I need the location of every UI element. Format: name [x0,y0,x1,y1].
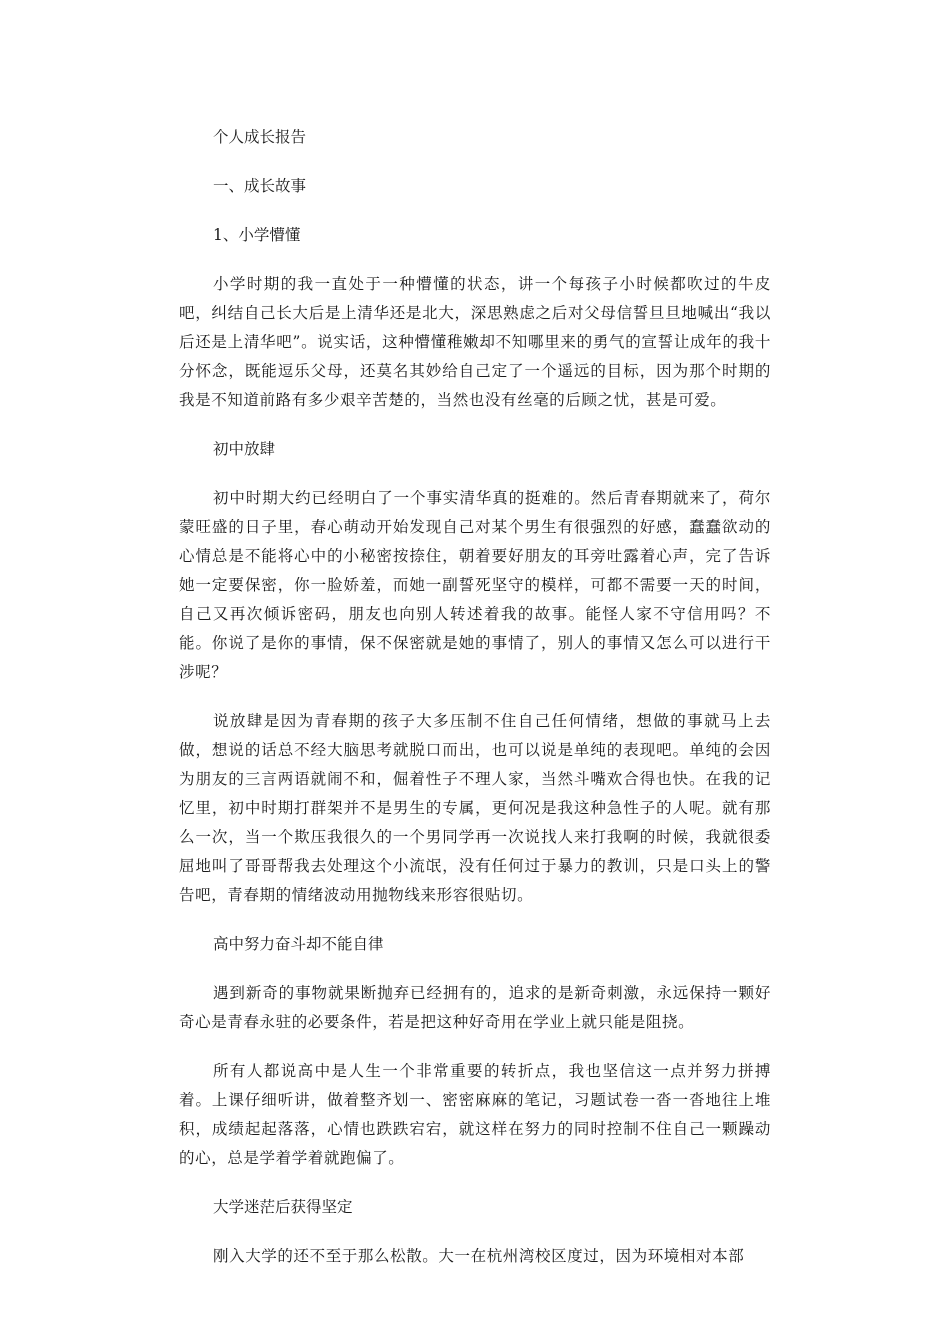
subsection-heading-junior-high: 初中放肆 [213,440,276,458]
paragraph-university: 刚入大学的还不至于那么松散。大一在杭州湾校区度过，因为环境相对本部 [213,1247,745,1265]
document-title: 个人成长报告 [213,128,307,146]
paragraph-junior-high-1: 初中时期大约已经明白了一个事实清华真的挺难的。然后青春期就来了，荷尔蒙旺盛的日子里，春心萌动开始发现自己对某个男生有很强烈的好感，蠢蠢欲动的心情总是不能将心中的小秘密按捺住，朝着要好朋友的耳旁吐露着心声，完了告诉她一定要保密，你一脸娇羞，而她一副誓死坚守的模样，可都不需要一天的时间，自己又再次倾诉密码，朋友也向别人转述着我的故事。能怪人家不守信用吗？不能。你说了是你的事情，保不保密就是她的事情了，别人的事情又怎么可以进行干涉呢？ [179,489,771,681]
paragraph-primary-school: 小学时期的我一直处于一种懵懂的状态，讲一个每孩子小时候都吹过的牛皮吧，纠结自己长大后是上清华还是北大，深思熟虑之后对父母信誓旦旦地喊出“我以后还是上清华吧”。说实话，这种懵懂稚嫩却不知哪里来的勇气的宣誓让成年的我十分怀念，既能逗乐父母，还莫名其妙给自己定了一个遥远的目标，因为那个时期的我是不知道前路有多少艰辛苦楚的，当然也没有丝毫的后顾之忧，甚是可爱。 [179,275,771,409]
section-heading-growth-story: 一、成长故事 [213,177,307,195]
paragraph-senior-high-2: 所有人都说高中是人生一个非常重要的转折点，我也坚信这一点并努力拼搏着。上课仔细听讲，做着整齐划一、密密麻麻的笔记，习题试卷一沓一沓地往上堆积，成绩起起落落，心情也跌跌宕宕，就这样在努力的同时控制不住自己一颗躁动的心，总是学着学着就跑偏了。 [179,1062,771,1167]
paragraph-junior-high-2: 说放肆是因为青春期的孩子大多压制不住自己任何情绪，想做的事就马上去做，想说的话总不经大脑思考就脱口而出，也可以说是单纯的表现吧。单纯的会因为朋友的三言两语就闹不和，倔着性子不理人家，当然斗嘴欢合得也快。在我的记忆里，初中时期打群架并不是男生的专属，更何况是我这种急性子的人呢。就有那么一次，当一个欺压我很久的一个男同学再一次说找人来打我啊的时候，我就很委屈地叫了哥哥帮我去处理这个小流氓，没有任何过于暴力的教训，只是口头上的警告吧，青春期的情绪波动用抛物线来形容很贴切。 [179,712,771,904]
document-body [179,123,771,1271]
paragraph-senior-high-1: 遇到新奇的事物就果断抛弃已经拥有的，追求的是新奇刺激，永远保持一颗好奇心是青春永驻的必要条件，若是把这种好奇用在学业上就只能是阻挠。 [179,984,771,1031]
subsection-heading-university: 大学迷茫后获得坚定 [213,1198,353,1216]
subsection-heading-senior-high: 高中努力奋斗却不能自律 [213,935,384,953]
subsection-heading-primary-school: 1、小学懵懂 [213,226,301,244]
